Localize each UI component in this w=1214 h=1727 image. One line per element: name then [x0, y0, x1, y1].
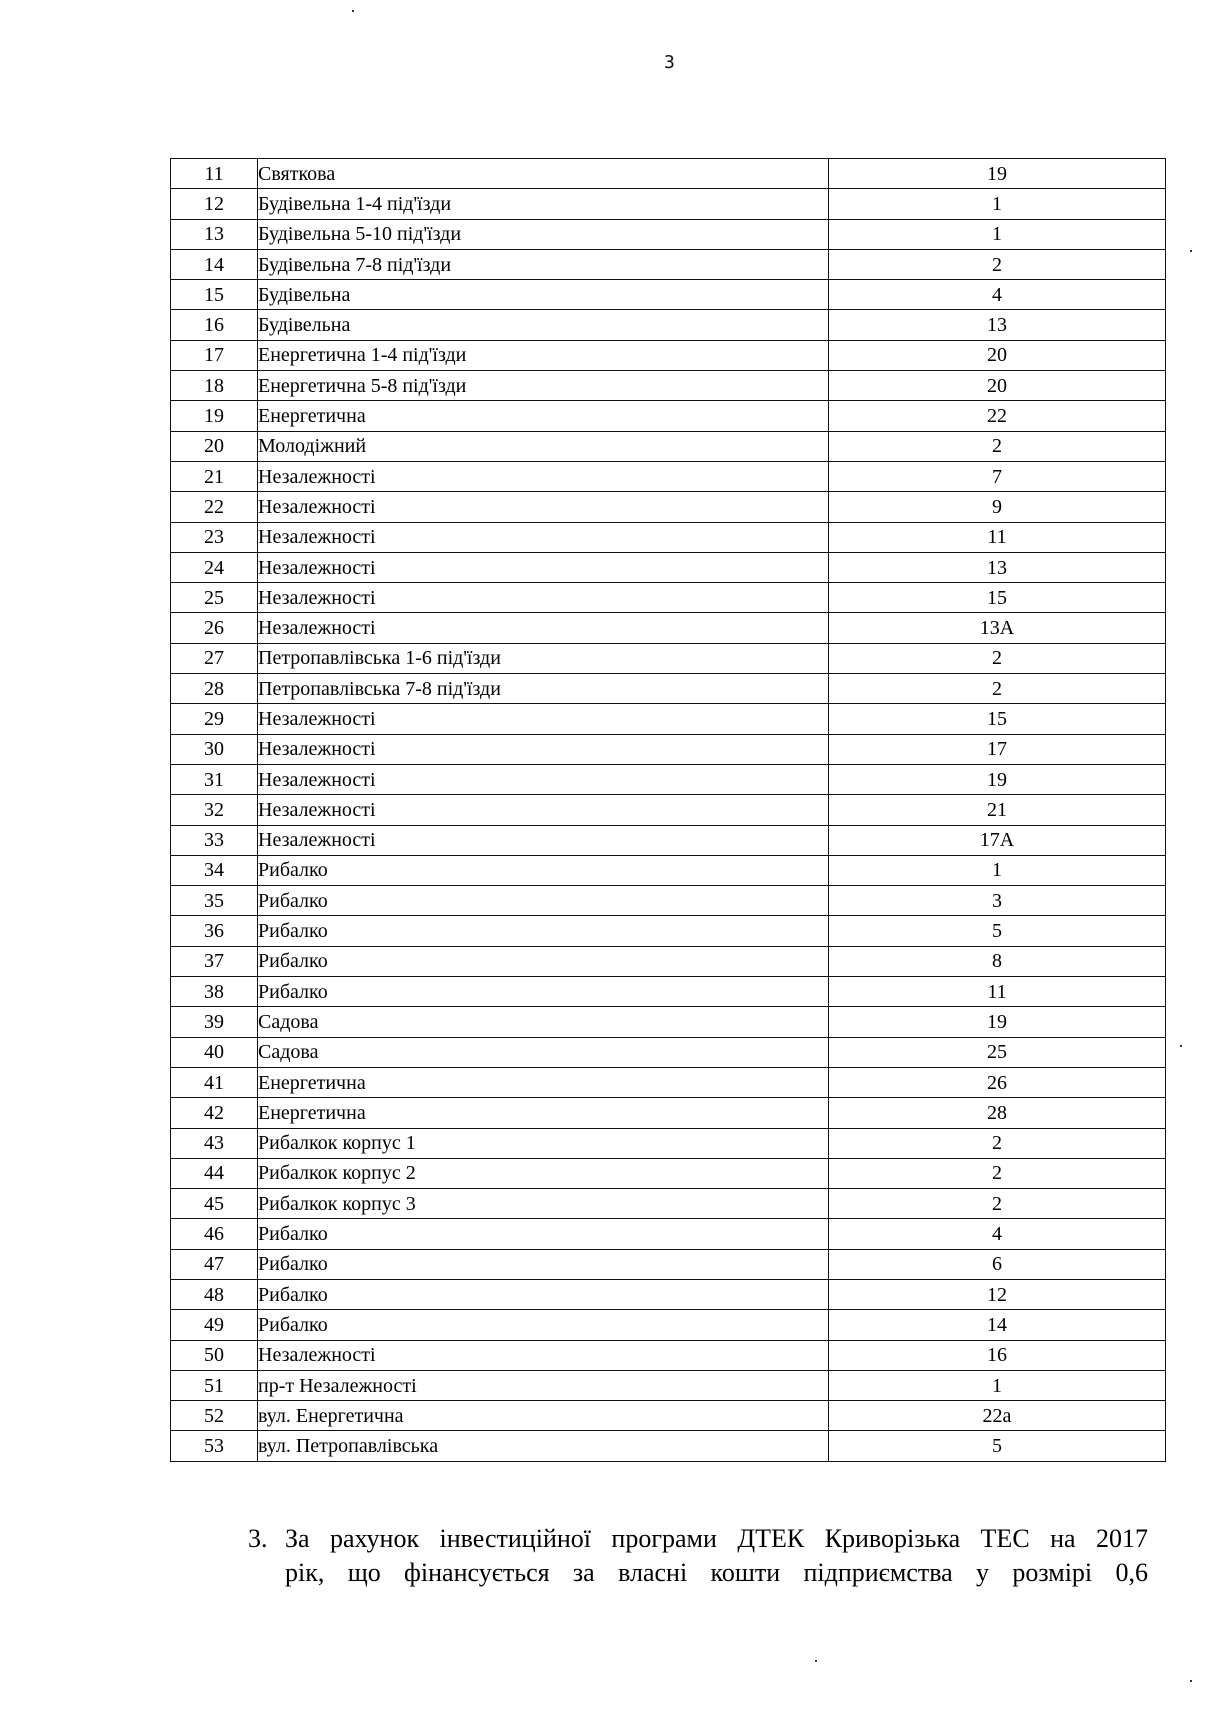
numbered-paragraph — [248, 1522, 1148, 1590]
table-row — [171, 916, 1166, 946]
scan-speck — [1190, 1680, 1192, 1682]
table-row — [171, 219, 1166, 249]
house-number: 13 — [829, 310, 1166, 340]
paragraph-number: 3. — [248, 1524, 268, 1553]
row-number: 29 — [171, 704, 258, 734]
table-row — [171, 522, 1166, 552]
street-name: Рибалко — [258, 946, 829, 976]
table-row — [171, 1067, 1166, 1097]
house-number: 2 — [829, 1189, 1166, 1219]
house-number: 2 — [829, 674, 1166, 704]
house-number: 11 — [829, 522, 1166, 552]
table-row — [171, 1158, 1166, 1188]
house-number: 22а — [829, 1401, 1166, 1431]
table-row — [171, 340, 1166, 370]
scan-speck — [352, 10, 354, 12]
house-number: 14 — [829, 1310, 1166, 1340]
house-number: 7 — [829, 461, 1166, 491]
street-name: Будівельна — [258, 310, 829, 340]
street-name: вул. Енергетична — [258, 1401, 829, 1431]
table-row — [171, 764, 1166, 794]
house-number: 17 — [829, 734, 1166, 764]
table-row — [171, 1249, 1166, 1279]
street-name: Петропавлівська 7-8 під'їзди — [258, 674, 829, 704]
table-row — [171, 1431, 1166, 1461]
house-number: 22 — [829, 401, 1166, 431]
house-number: 25 — [829, 1037, 1166, 1067]
table-row — [171, 1340, 1166, 1370]
house-number: 20 — [829, 340, 1166, 370]
table-row — [171, 1370, 1166, 1400]
house-number: 21 — [829, 795, 1166, 825]
row-number: 52 — [171, 1401, 258, 1431]
row-number: 17 — [171, 340, 258, 370]
house-number: 26 — [829, 1067, 1166, 1097]
street-name: Петропавлівська 1-6 під'їзди — [258, 643, 829, 673]
house-number: 4 — [829, 280, 1166, 310]
table-row — [171, 310, 1166, 340]
table-row — [171, 159, 1166, 189]
paragraph-line: За рахунок інвестиційної програми ДТЕК Криворізька ТЕС на 2017 — [285, 1524, 1148, 1553]
street-name: Незалежності — [258, 583, 829, 613]
row-number: 49 — [171, 1310, 258, 1340]
street-name: Незалежності — [258, 552, 829, 582]
table-row — [171, 401, 1166, 431]
table-row — [171, 855, 1166, 885]
row-number: 28 — [171, 674, 258, 704]
street-name: Енергетична — [258, 1098, 829, 1128]
row-number: 30 — [171, 734, 258, 764]
street-name: Рибалко — [258, 1310, 829, 1340]
table-row — [171, 674, 1166, 704]
street-name: Незалежності — [258, 795, 829, 825]
table-row — [171, 946, 1166, 976]
scan-speck — [815, 1660, 817, 1662]
table-row — [171, 371, 1166, 401]
paragraph-text — [248, 1522, 1148, 1590]
street-name: Рибалко — [258, 1279, 829, 1309]
house-number: 2 — [829, 1128, 1166, 1158]
row-number: 27 — [171, 643, 258, 673]
row-number: 22 — [171, 492, 258, 522]
street-name: Незалежності — [258, 825, 829, 855]
street-name: Незалежності — [258, 613, 829, 643]
house-number: 28 — [829, 1098, 1166, 1128]
house-number: 8 — [829, 946, 1166, 976]
house-number: 20 — [829, 371, 1166, 401]
house-number: 19 — [829, 1007, 1166, 1037]
row-number: 35 — [171, 886, 258, 916]
row-number: 39 — [171, 1007, 258, 1037]
house-number: 1 — [829, 855, 1166, 885]
row-number: 11 — [171, 159, 258, 189]
street-name: Рибалкок корпус 1 — [258, 1128, 829, 1158]
house-number: 13 — [829, 552, 1166, 582]
street-name: Молодіжний — [258, 431, 829, 461]
row-number: 37 — [171, 946, 258, 976]
row-number: 20 — [171, 431, 258, 461]
street-name: Святкова — [258, 159, 829, 189]
table-row — [171, 613, 1166, 643]
street-name: Незалежності — [258, 492, 829, 522]
house-number: 2 — [829, 249, 1166, 279]
table-row — [171, 704, 1166, 734]
table-row — [171, 643, 1166, 673]
address-table — [170, 158, 1166, 1462]
street-name: Незалежності — [258, 522, 829, 552]
paragraph-line: рік, що фінансується за власні кошти підприємства у розмірі 0,6 — [285, 1558, 1148, 1587]
row-number: 36 — [171, 916, 258, 946]
table-row — [171, 1098, 1166, 1128]
street-name: Рибалко — [258, 916, 829, 946]
table-row — [171, 825, 1166, 855]
house-number: 6 — [829, 1249, 1166, 1279]
row-number: 42 — [171, 1098, 258, 1128]
row-number: 34 — [171, 855, 258, 885]
row-number: 19 — [171, 401, 258, 431]
scan-speck — [1190, 250, 1192, 252]
street-name: Садова — [258, 1037, 829, 1067]
table-row — [171, 583, 1166, 613]
row-number: 15 — [171, 280, 258, 310]
street-name: пр-т Незалежності — [258, 1370, 829, 1400]
house-number: 19 — [829, 159, 1166, 189]
address-table-body — [171, 159, 1166, 1462]
house-number: 4 — [829, 1219, 1166, 1249]
street-name: Незалежності — [258, 734, 829, 764]
row-number: 50 — [171, 1340, 258, 1370]
house-number: 2 — [829, 643, 1166, 673]
table-row — [171, 1128, 1166, 1158]
row-number: 47 — [171, 1249, 258, 1279]
row-number: 40 — [171, 1037, 258, 1067]
street-name: Будівельна — [258, 280, 829, 310]
table-row — [171, 1007, 1166, 1037]
house-number: 16 — [829, 1340, 1166, 1370]
row-number: 14 — [171, 249, 258, 279]
row-number: 23 — [171, 522, 258, 552]
row-number: 26 — [171, 613, 258, 643]
table-row — [171, 280, 1166, 310]
street-name: Енергетична 1-4 під'їзди — [258, 340, 829, 370]
house-number: 2 — [829, 431, 1166, 461]
house-number: 11 — [829, 977, 1166, 1007]
row-number: 38 — [171, 977, 258, 1007]
street-name: Рибалко — [258, 1219, 829, 1249]
row-number: 45 — [171, 1189, 258, 1219]
street-name: Будівельна 7-8 під'їзди — [258, 249, 829, 279]
street-name: Будівельна 5-10 під'їзди — [258, 219, 829, 249]
scan-speck — [1180, 1045, 1182, 1047]
row-number: 41 — [171, 1067, 258, 1097]
street-name: Рибалко — [258, 855, 829, 885]
house-number: 2 — [829, 1158, 1166, 1188]
row-number: 33 — [171, 825, 258, 855]
street-name: Незалежності — [258, 704, 829, 734]
house-number: 9 — [829, 492, 1166, 522]
table-row — [171, 552, 1166, 582]
table-row — [171, 189, 1166, 219]
house-number: 12 — [829, 1279, 1166, 1309]
row-number: 43 — [171, 1128, 258, 1158]
row-number: 51 — [171, 1370, 258, 1400]
table-row — [171, 461, 1166, 491]
row-number: 53 — [171, 1431, 258, 1461]
street-name: Рибалкок корпус 3 — [258, 1189, 829, 1219]
house-number: 15 — [829, 583, 1166, 613]
street-name: Незалежності — [258, 1340, 829, 1370]
street-name: Рибалко — [258, 977, 829, 1007]
street-name: Садова — [258, 1007, 829, 1037]
house-number: 5 — [829, 1431, 1166, 1461]
page-number: 3 — [664, 52, 675, 73]
row-number: 44 — [171, 1158, 258, 1188]
table-row — [171, 886, 1166, 916]
house-number: 15 — [829, 704, 1166, 734]
street-name: Енергетична — [258, 401, 829, 431]
street-name: Рибалкок корпус 2 — [258, 1158, 829, 1188]
row-number: 32 — [171, 795, 258, 825]
row-number: 24 — [171, 552, 258, 582]
row-number: 16 — [171, 310, 258, 340]
table-row — [171, 734, 1166, 764]
table-row — [171, 1401, 1166, 1431]
table-row — [171, 492, 1166, 522]
house-number: 1 — [829, 219, 1166, 249]
house-number: 1 — [829, 189, 1166, 219]
house-number: 5 — [829, 916, 1166, 946]
street-name: Енергетична — [258, 1067, 829, 1097]
row-number: 25 — [171, 583, 258, 613]
row-number: 46 — [171, 1219, 258, 1249]
row-number: 13 — [171, 219, 258, 249]
row-number: 31 — [171, 764, 258, 794]
street-name: Будівельна 1-4 під'їзди — [258, 189, 829, 219]
street-name: Незалежності — [258, 461, 829, 491]
table-row — [171, 431, 1166, 461]
house-number: 13А — [829, 613, 1166, 643]
street-name: Рибалко — [258, 1249, 829, 1279]
house-number: 19 — [829, 764, 1166, 794]
row-number: 18 — [171, 371, 258, 401]
table-row — [171, 1189, 1166, 1219]
street-name: Рибалко — [258, 886, 829, 916]
table-row — [171, 1310, 1166, 1340]
table-row — [171, 1279, 1166, 1309]
street-name: Незалежності — [258, 764, 829, 794]
row-number: 48 — [171, 1279, 258, 1309]
house-number: 1 — [829, 1370, 1166, 1400]
table-row — [171, 977, 1166, 1007]
house-number: 17А — [829, 825, 1166, 855]
street-name: Енергетична 5-8 під'їзди — [258, 371, 829, 401]
house-number: 3 — [829, 886, 1166, 916]
street-name: вул. Петропавлівська — [258, 1431, 829, 1461]
table-row — [171, 795, 1166, 825]
row-number: 12 — [171, 189, 258, 219]
table-row — [171, 1219, 1166, 1249]
row-number: 21 — [171, 461, 258, 491]
table-row — [171, 1037, 1166, 1067]
table-row — [171, 249, 1166, 279]
